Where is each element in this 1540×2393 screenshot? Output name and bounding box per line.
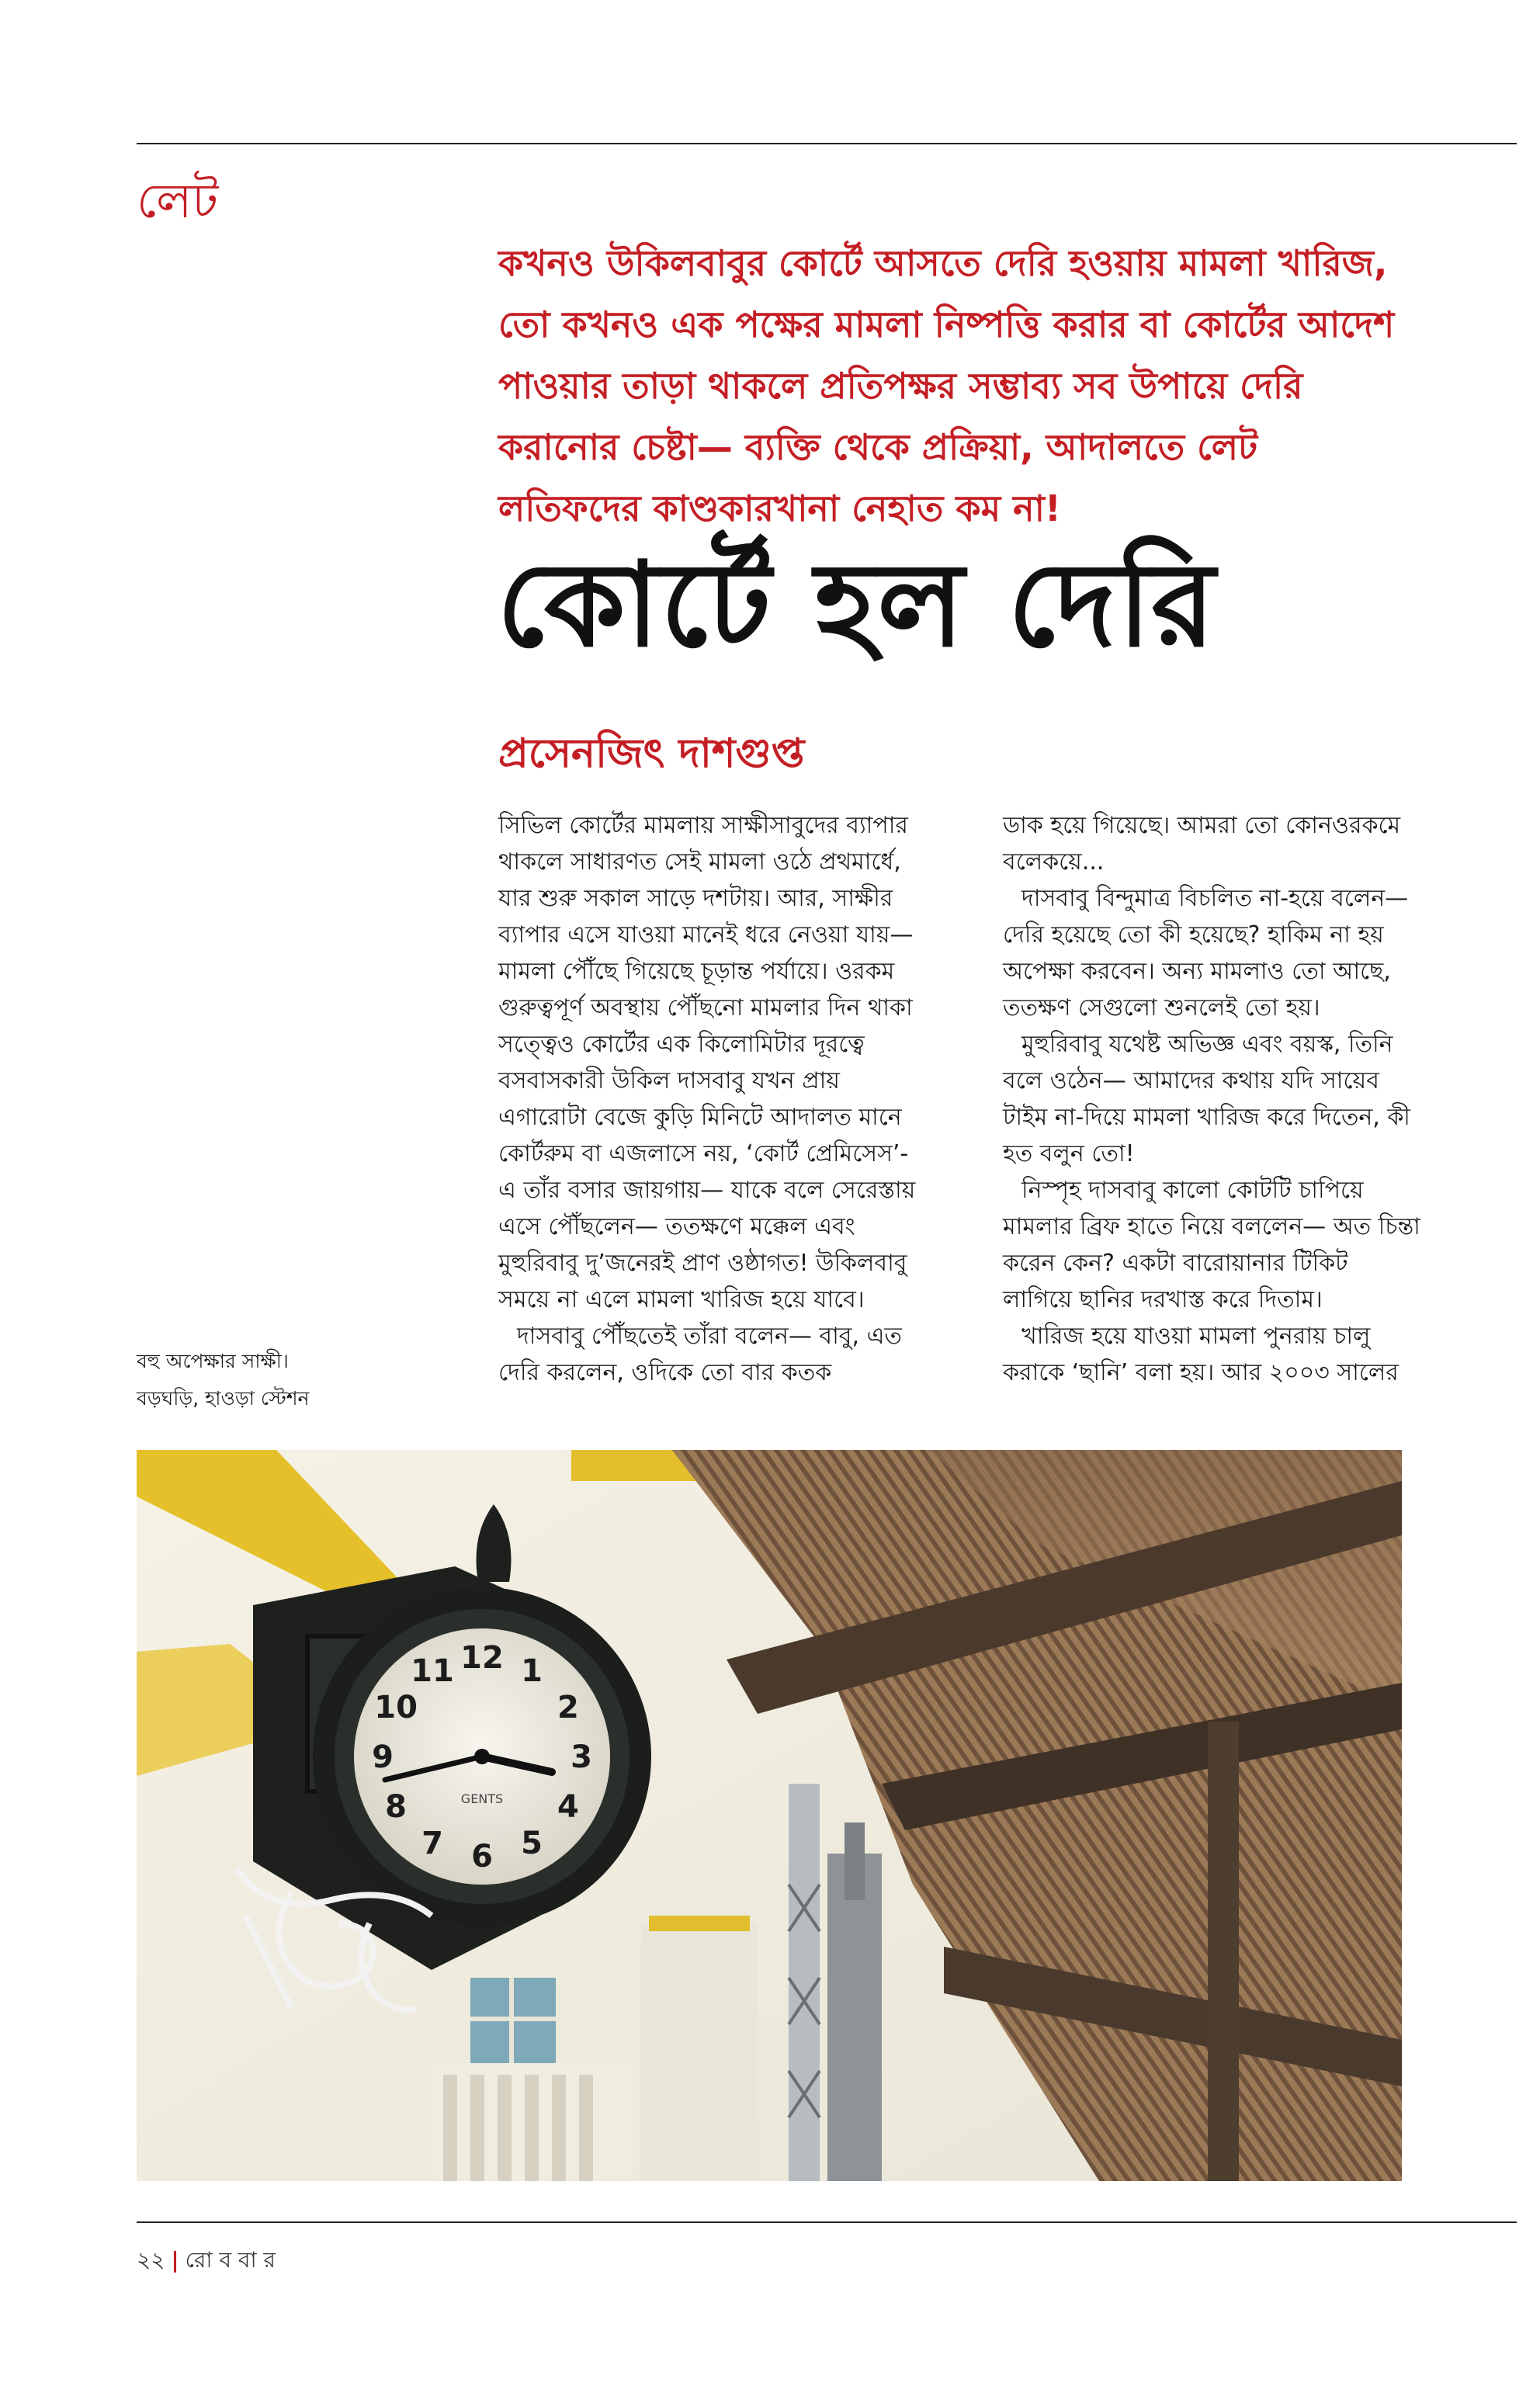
caption-line-2: বড়ঘড়ি, হাওড়া স্টেশন: [137, 1387, 310, 1410]
iron-post: [827, 1854, 882, 2181]
clock-numeral: 5: [521, 1825, 543, 1861]
clock-numeral: 2: [557, 1690, 579, 1725]
clock-numeral: 7: [421, 1825, 443, 1861]
footer-separator: |: [171, 2247, 179, 2273]
clock-numeral: 4: [557, 1789, 579, 1825]
clock-numeral: 1: [521, 1653, 543, 1690]
clock-numeral: 3: [571, 1739, 592, 1775]
paragraph: সিভিল কোর্টের মামলায় সাক্ষীসাবুদের ব্যাপার থাকলে সাধারণত সেই মামলা ওঠে প্রথমার্ধে, যার শুরু সকাল সাড়ে দশটায়। আর, সাক্ষীর ব্যাপার এসে যাওয়া মানেই ধরে নেওয়া যায়— মামলা পৌঁছে গিয়েছে চূড়ান্ত পর্যায়ে। ওরকম গুরুত্বপূর্ণ অবস্থায় পৌঁছনো মামলার দিন থাকা সত্ত্বেও কোর্টের এক কিলোমিটার দূরত্বে বসবাসকারী উকিল দাসবাবু যখন প্রায় এগারোটা বেজে কুড়ি মিনিটে আদালত মানে কোর্টরুম বা এজলাসে নয়, ‘কোর্ট প্রেমিসেস’-এ তাঁর বসার জায়গায়— যাকে বলে সেরেস্তায় এসে পৌঁছলেন— ততক্ষণে মক্কেল এবং মুহুরিবাবু দু’জনেরই প্রাণ ওষ্ঠাগত! উকিলবাবু সময়ে না এলে মামলা খারিজ হয়ে যাবে।: [498, 812, 916, 1313]
clock-numeral: 6: [471, 1839, 493, 1875]
paragraph: মুহুরিবাবু যথেষ্ট অভিজ্ঞ এবং বয়স্ক, তিনি বলে ওঠেন— আমাদের কথায় যদি সায়েব টাইম না-দিয়ে মামলা খারিজ করে দিতেন, কী হত বলুন তো!: [1003, 1031, 1410, 1167]
station-clock-photo: [137, 1450, 1402, 2181]
section-tag: লেট: [137, 172, 219, 229]
body-column-2: [1003, 807, 1422, 1391]
headline: কোর্টে হল দেরি: [497, 538, 1217, 673]
clock-numeral: 10: [374, 1690, 418, 1725]
clock-numeral: 12: [460, 1640, 504, 1676]
top-rule: [137, 143, 1517, 144]
paragraph: ডাক হয়ে গিয়েছে। আমরা তো কোনওরকমে বলেকয়ে...: [1003, 812, 1401, 876]
publication-name: রো ব বা র: [185, 2247, 276, 2273]
caption-line-1: বহু অপেক্ষার সাক্ষী।: [137, 1350, 289, 1372]
page-footer: [137, 2243, 276, 2280]
paragraph: দাসবাবু বিন্দুমাত্র বিচলিত না-হয়ে বলেন— দেরি হয়েছে তো কী হয়েছে? হাকিম না হয় অপেক্ষা করবেন। অন্য মামলাও তো আছে, ততক্ষণ সেগুলো শুনলেই তো হয়।: [1003, 885, 1409, 1021]
page-number: ২২: [137, 2247, 165, 2273]
paragraph: নিস্পৃহ দাসবাবু কালো কোটটি চাপিয়ে মামলার ব্রিফ হাতে নিয়ে বললেন— অত চিন্তা করেন কেন? একটা বারোয়ানার টিকিট লাগিয়ে ছানির দরখাস্ত করে দিতাম।: [1003, 1177, 1420, 1313]
clock-numeral: 8: [385, 1789, 408, 1825]
paragraph: খারিজ হয়ে যাওয়া মামলা পুনরায় চালু করাকে ‘ছানি’ বলা হয়। আর ২০০৩ সালের: [1003, 1323, 1399, 1386]
body-column-1: [498, 807, 917, 1391]
clock-numeral: 9: [372, 1739, 394, 1775]
clock-numeral: 11: [411, 1653, 454, 1690]
paragraph: দাসবাবু পৌঁছতেই তাঁরা বলেন— বাবু, এত দেরি করলেন, ওদিকে তো বার কতক: [498, 1323, 902, 1386]
bottom-rule: [137, 2221, 1517, 2223]
byline: প্রসেনজিৎ দাশগুপ্ত: [498, 730, 805, 777]
clock-brand: GENTS: [460, 1791, 504, 1806]
standfirst: কখনও উকিলবাবুর কোর্টে আসতে দেরি হওয়ায় মামলা খারিজ, তো কখনও এক পক্ষের মামলা নিষ্পত্তি করার বা কোর্টের আদেশ পাওয়ার তাড়া থাকলে প্রতিপক্ষর সম্ভাব্য সব উপায়ে দেরি করানোর চেষ্টা— ব্যক্তি থেকে প্রক্রিয়া, আদালতে লেট লতিফদের কাণ্ডকারখানা নেহাত কম না!: [498, 242, 1395, 529]
photo-caption: [137, 1343, 309, 1417]
